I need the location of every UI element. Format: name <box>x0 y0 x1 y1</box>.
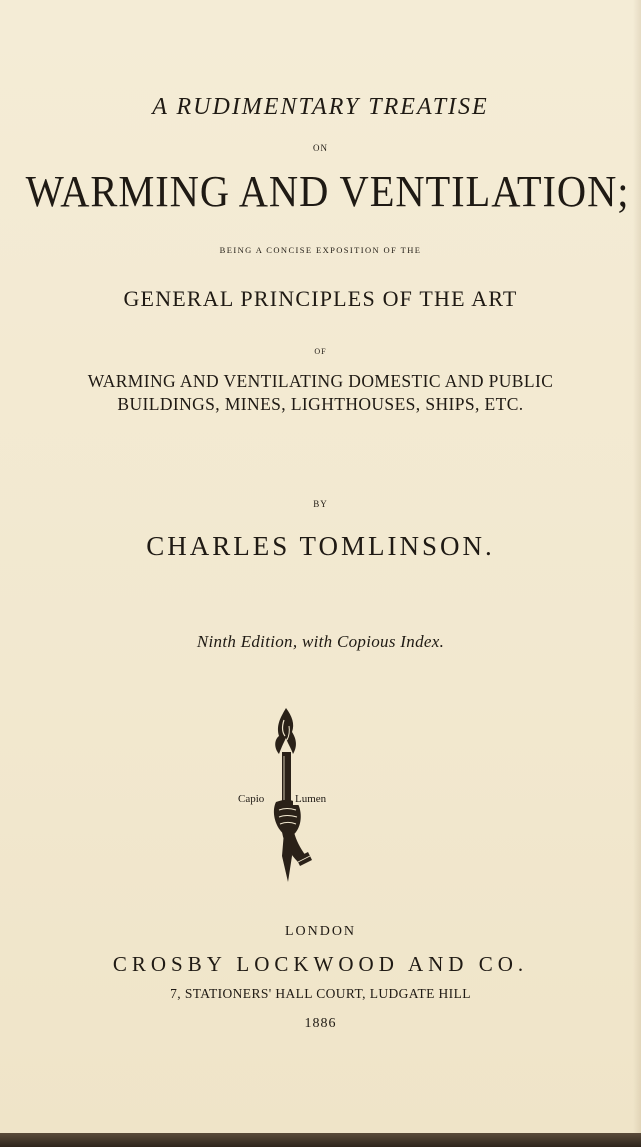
on-line: ON <box>313 143 328 153</box>
motto-right: Lumen <box>295 793 327 805</box>
author-name: CHARLES TOMLINSON. <box>146 531 495 561</box>
imprint-publisher: CROSBY LOCKWOOD AND CO. <box>112 952 529 976</box>
page-bottom-edge <box>0 1133 641 1147</box>
description-line-2: BUILDINGS, MINES, LIGHTHOUSES, SHIPS, ETC. <box>117 394 524 414</box>
imprint-year: 1886 <box>304 1016 337 1031</box>
description-line-1: WARMING AND VENTILATING DOMESTIC AND PUBLIC <box>87 371 554 391</box>
motto-left: Capio <box>238 793 265 805</box>
main-title: WARMING AND VENTILATION; <box>25 167 630 216</box>
imprint-city: LONDON <box>284 924 357 939</box>
subtitle-main: GENERAL PRINCIPLES OF THE ART <box>123 286 518 311</box>
treatise-line: A RUDIMENTARY TREATISE <box>152 94 489 120</box>
publisher-device <box>238 706 327 894</box>
imprint-address: 7, STATIONERS' HALL COURT, LUDGATE HILL <box>170 986 471 1001</box>
by-line: BY <box>313 499 328 509</box>
subtitle-intro: BEING A CONCISE EXPOSITION OF THE <box>219 245 422 255</box>
page-edge-shadow <box>633 0 641 1133</box>
edition-line: Ninth Edition, with Copious Index. <box>196 632 445 651</box>
of-line: OF <box>314 347 327 356</box>
